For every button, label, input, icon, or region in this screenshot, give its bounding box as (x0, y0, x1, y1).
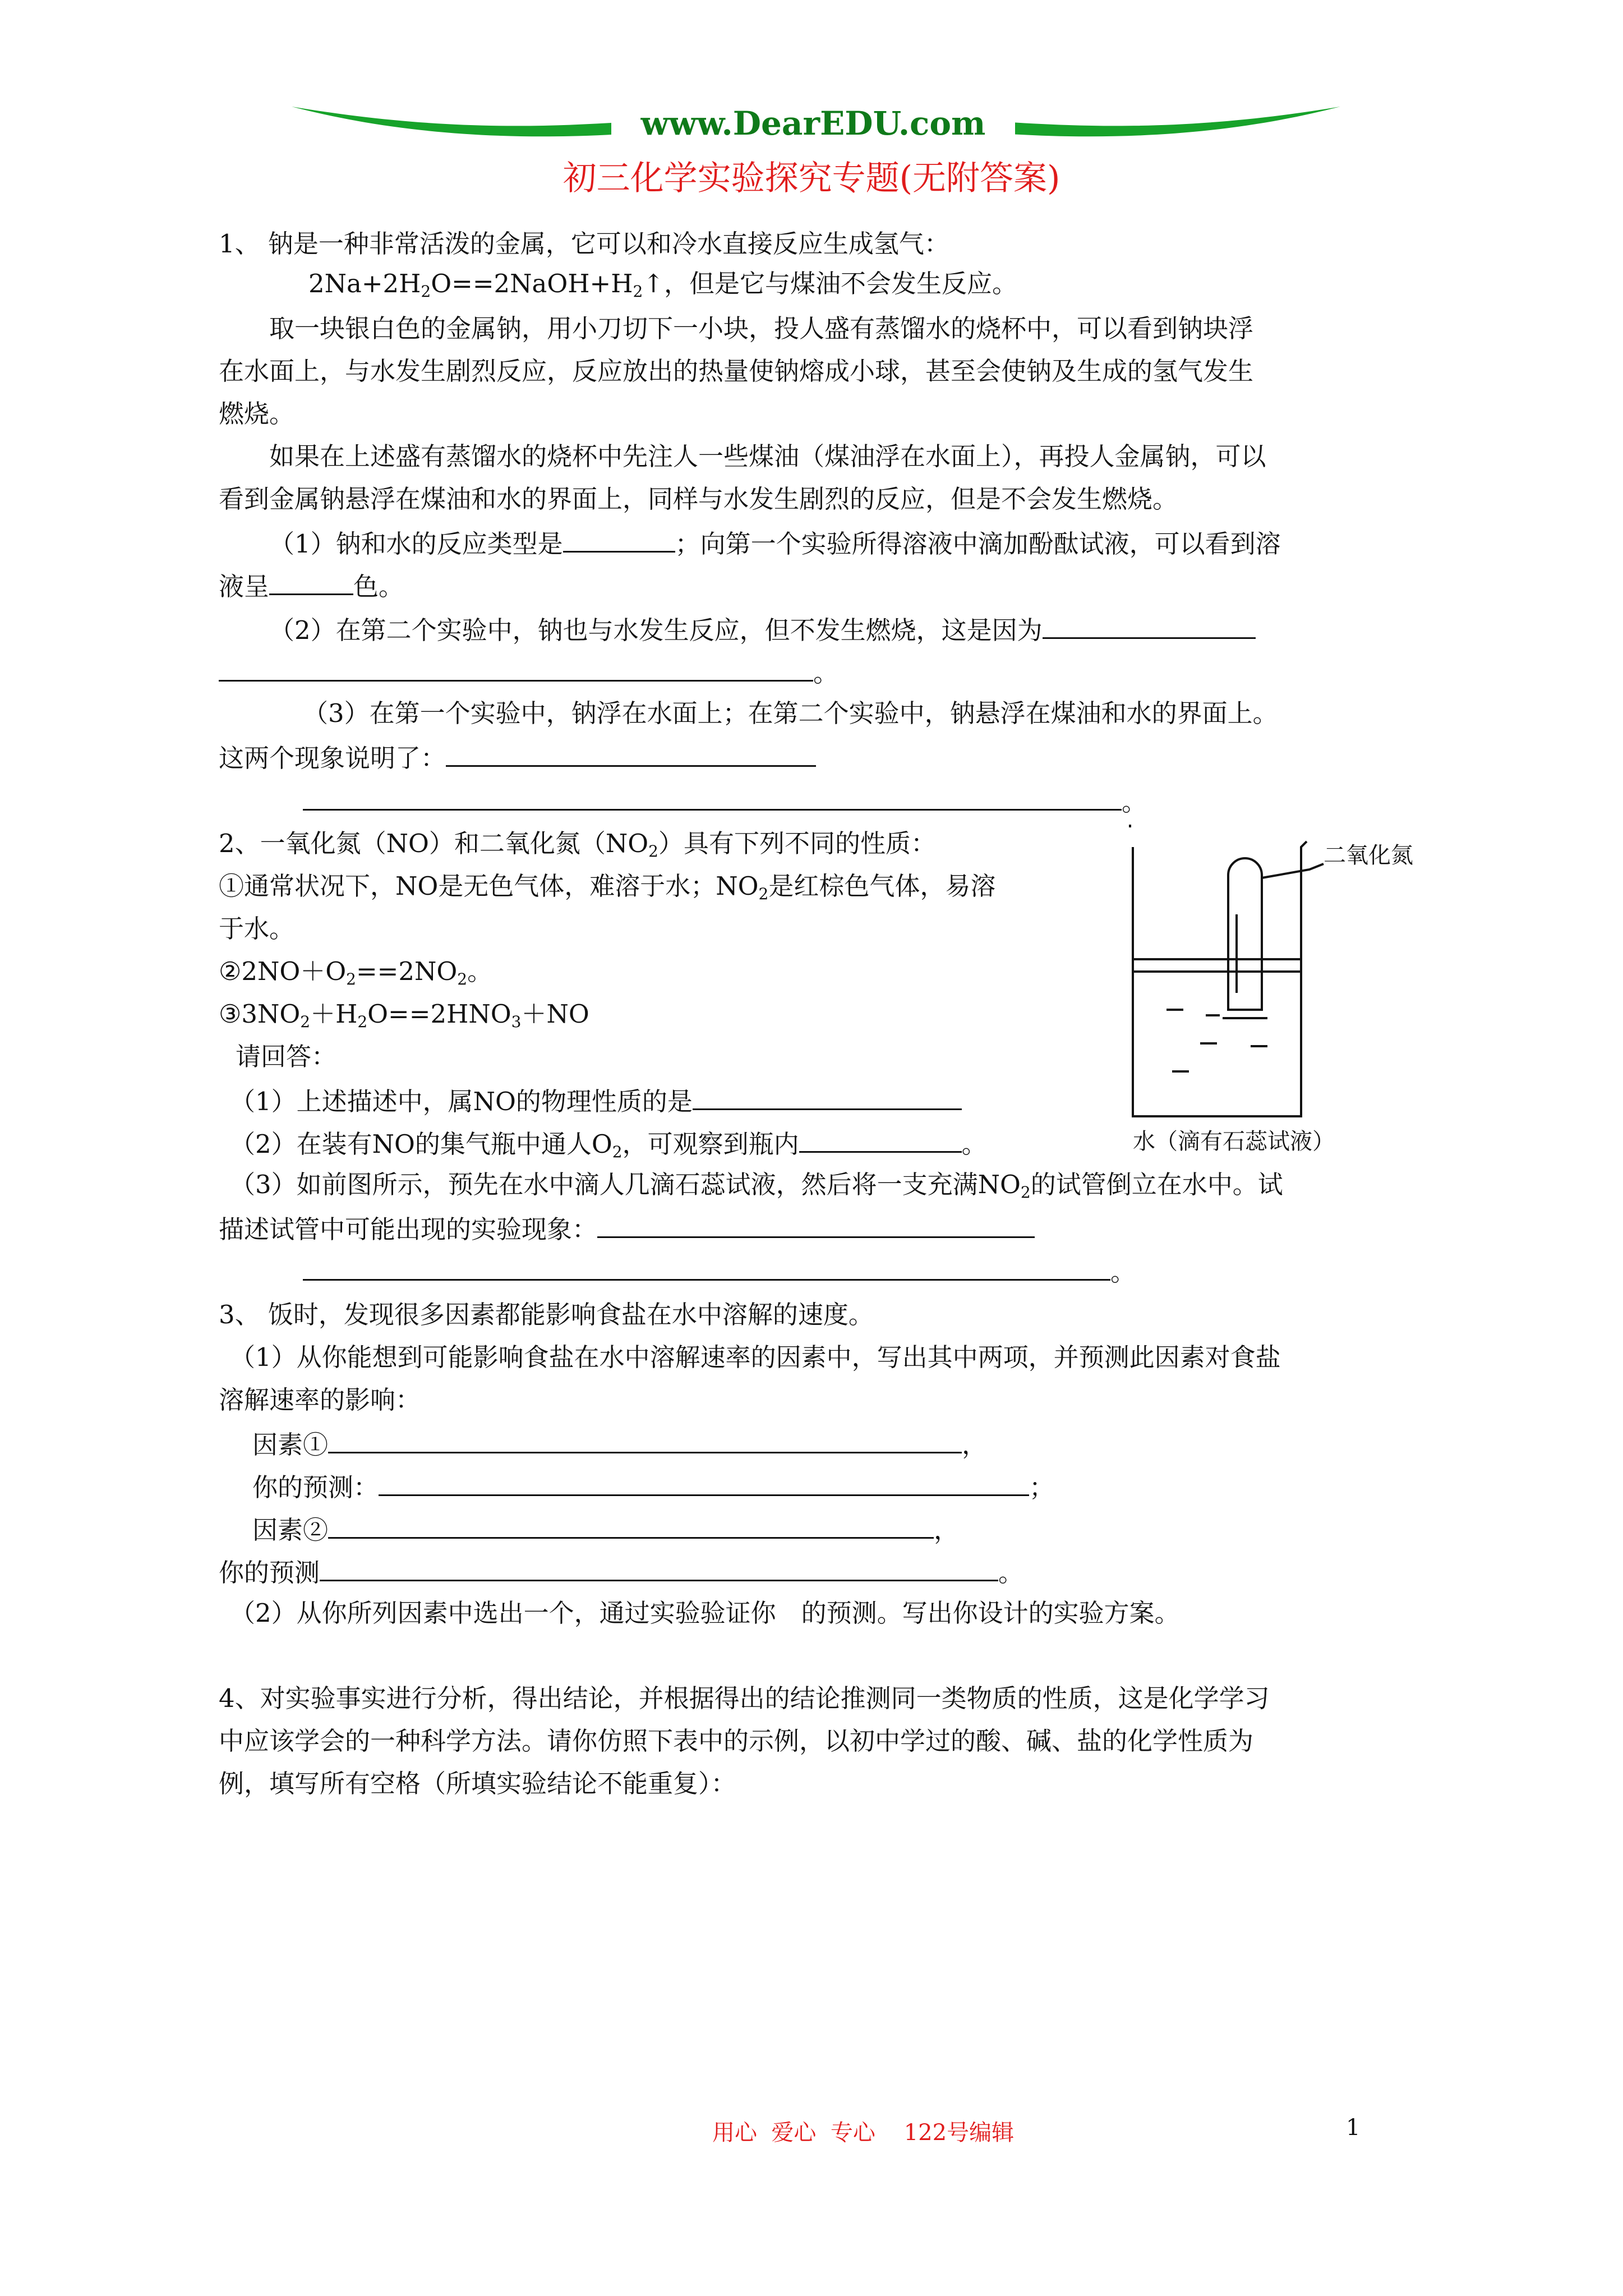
q2-sub2: （2）在装有NO的集气瓶中通人$O_2$，可观察到瓶内 。 (230, 1125, 987, 1161)
q3-sub1-line1: （1）从你能想到可能影响食盐在水中溶解速率的因素中，写出其中两项，并预测此因素对食盐 (230, 1342, 1281, 1372)
q1-intro: 1、 钠是一种非常活泼的金属，它可以和冷水直接反应生成氢气： (219, 229, 949, 259)
q2-property1-line1: ①通常状况下，NO是无色气体，难溶于水；$NO_2$是红棕色气体，易溶 (219, 871, 996, 903)
q2-property3: $③3NO_2+H_2O==2HNO_3+NO$ (219, 999, 589, 1031)
answer-blank[interactable] (328, 1426, 962, 1453)
footer-text: 用心 爱心 专心 122号编辑 (712, 2120, 1015, 2146)
q2-ask: 请回答： (236, 1042, 337, 1071)
answer-blank[interactable] (379, 1469, 1029, 1496)
answer-blank[interactable] (303, 783, 1122, 811)
answer-blank[interactable] (563, 525, 675, 553)
q2-sub3-line3: 。 (303, 1253, 1136, 1289)
q4-line2: 中应该学会的一种科学方法。请你仿照下表中的示例，以初中学过的酸、碱、盐的化学性质为 (219, 1726, 1254, 1756)
q1-paragraph1-line1: 取一块银白色的金属钠，用小刀切下一小块，投人盛有蒸馏水的烧杯中，可以看到钠块浮 (269, 314, 1254, 343)
q1-sub1-line1: （1）钠和水的反应类型是 ；向第一个实验所得溶液中滴加酚酞试液，可以看到溶 (269, 525, 1281, 561)
q2-sub3-line1: （3）如前图所示，预先在水中滴人几滴石蕊试液，然后将一支充满$NO_2$的试管倒立在水中。试 (230, 1170, 1283, 1202)
answer-blank[interactable] (1043, 611, 1256, 639)
q3-prediction2: 你的预测 。 (219, 1554, 1023, 1590)
q2-sub3-line2: 描述试管中可能出现的实验现象： (219, 1211, 1035, 1246)
answer-blank[interactable] (219, 654, 813, 682)
q1-sub3-line1: （3）在第一个实验中，钠浮在水面上；在第二个实验中，钠悬浮在煤油和水的界面上。 (303, 698, 1278, 728)
q3-sub2: （2）从你所列因素中选出一个，通过实验验证你 的预测。写出你设计的实验方案。 (230, 1598, 1180, 1628)
q3-intro: 3、 饭时，发现很多因素都能影响食盐在水中溶解的速度。 (219, 1300, 874, 1329)
q1-sub2-line1: （2）在第二个实验中，钠也与水发生反应，但不发生燃烧，这是因为 (269, 611, 1256, 647)
q1-sub3-line3: 。 (303, 783, 1147, 819)
q4-line1: 4、对实验事实进行分析，得出结论，并根据得出的结论推测同一类物质的性质，这是化学学习 (219, 1683, 1270, 1713)
q3-factor1: 因素① ， (252, 1426, 987, 1462)
q1-paragraph1-line2: 在水面上，与水发生剧烈反应，反应放出的热量使钠熔成小球，甚至会使钠及生成的氢气发生 (219, 356, 1254, 386)
q1-sub1-line2: 液呈 色。 (219, 568, 404, 604)
q4-line3: 例，填写所有空格（所填实验结论不能重复）： (219, 1769, 736, 1798)
answer-blank[interactable] (693, 1083, 962, 1110)
answer-blank[interactable] (320, 1554, 998, 1581)
answer-blank[interactable] (446, 739, 816, 767)
site-url: www.DearEDU.com (611, 104, 1015, 143)
document-title: 初三化学实验探究专题(无附答案) (562, 159, 1061, 198)
answer-blank[interactable] (328, 1511, 934, 1539)
answer-blank[interactable] (597, 1211, 1035, 1238)
q1-paragraph2-line1: 如果在上述盛有蒸馏水的烧杯中先注人一些煤油（煤油浮在水面上），再投人金属钠，可以 (269, 441, 1266, 471)
q2-property1-line2: 于水。 (219, 914, 295, 944)
q2-property2: $②2NO+O_2==2NO_2$。 (219, 956, 493, 988)
q2-intro: 2、一氧化氮（NO）和二氧化氮$(NO_2)$具有下列不同的性质： (219, 829, 937, 861)
q1-equation: $2Na+2H_2O==2NaOH+H_2↑$，但是它与煤油不会发生反应。 (308, 269, 1018, 301)
q2-sub1: （1）上述描述中，属NO的物理性质的是 (230, 1083, 962, 1119)
page-number: 1 (1346, 2115, 1361, 2141)
answer-blank[interactable] (303, 1253, 1110, 1281)
q1-paragraph1-line3: 燃烧。 (219, 399, 295, 429)
answer-blank[interactable] (269, 568, 353, 595)
q1-sub3-line2: 这两个现象说明了： (219, 739, 816, 775)
figure-label-no2: 二氧化氮 (1324, 843, 1413, 868)
q3-factor2: 因素② ， (252, 1511, 959, 1547)
q1-paragraph2-line2: 看到金属钠悬浮在煤油和水的界面上，同样与水发生剧烈的反应，但是不会发生燃烧。 (219, 484, 1178, 514)
q1-sub2-line2: 。 (219, 654, 838, 690)
answer-blank[interactable] (799, 1125, 962, 1153)
q3-prediction1: 你的预测： ； (252, 1469, 1054, 1504)
figure-caption: 水（滴有石蕊试液） (1133, 1129, 1335, 1154)
q3-sub1-line2: 溶解速率的影响： (219, 1385, 421, 1415)
